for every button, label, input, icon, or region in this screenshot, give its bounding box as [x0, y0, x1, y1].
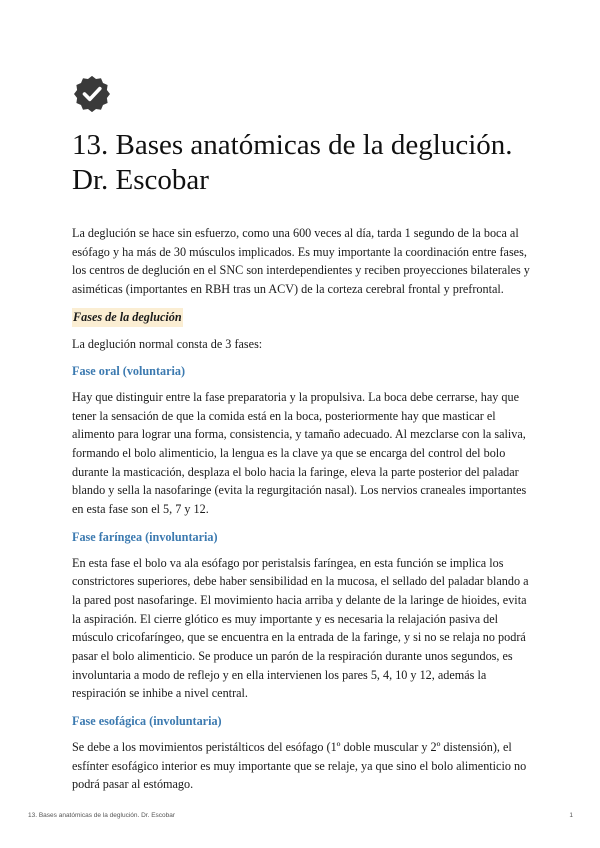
page-footer	[28, 812, 573, 819]
section-heading	[72, 308, 530, 335]
phase-text-esophageal: Se debe a los movimientos peristálticos del esófago (1º doble muscular y 2º distensión), el esfínter esofágico interior es muy importante que se relaje, ya que sino el bolo alimenticio no podrá pasar al estómago.	[72, 739, 527, 792]
document-body	[72, 224, 530, 803]
phase-heading-esophageal: Fase esofágica (involuntaria)	[72, 714, 222, 729]
section-intro: La deglución normal consta de 3 fases:	[72, 336, 263, 351]
section-heading-text: Fases de la deglución	[72, 308, 183, 327]
phase-text-oral: Hay que distinguir entre la fase preparatoria y la propulsiva. La boca debe cerrarse, hay que tener la sensación de que la comida está en la boca, posteriormente hay que masticar el alimento para lograr una forma, consistencia, y tamaño adecuado. Al mezclarse con la saliva, formando el bolo alimenticio, la lengua es la clave ya que se encarga del control del bolo durante la masticación, desplaza el bolo hacia la faringe, eleva la parte posterior del paladar blando y sella la nasofaringe (evita la regurgitación nasal). Los nervios craneales importantes en esta fase son el 5, 7 y 12.	[72, 389, 527, 517]
phase-heading-oral: Fase oral (voluntaria)	[72, 364, 186, 379]
page-number: 1	[569, 812, 573, 819]
intro-paragraph: La deglución se hace sin esfuerzo, como una 600 veces al día, tarda 1 segundo de la boca al esófago y ha más de 30 músculos implicados. Es muy importante la coordinación entre fases, los centros de deglución en el SNC son interdependientes y reciben proyecciones bilaterales y asiméticas (importantes en RBH tras un ACV) de la corteza cerebral frontal y prefrontal.	[72, 226, 530, 297]
verified-badge-icon	[74, 76, 110, 112]
page-title: 13. Bases anatómicas de la deglución. Dr. Escobar	[72, 129, 513, 196]
phase-heading-pharyngeal: Fase faríngea (involuntaria)	[72, 529, 218, 544]
phase-text-pharyngeal: En esta fase el bolo va ala esófago por peristalsis faríngea, en esta función se implica los constrictores superiores, debe haber sensibilidad en la mucosa, el sellado del paladar blando a la pared post nasofaringe. El movimiento hacia arriba y delante de la laringe de hioides, evita la aspiración. El cierre glótico es muy importante y es necesaria la relajación pasiva del músculo cricofaríngeo, que se encuentra en la entrada de la faringe, y si no se relaja no podrá pasar el bolo alimenticio. Se produce un parón de la respiración durante unos segundos, es involuntaria a modo de reflejo y en ella intervienen los pares 5, 4, 10 y 12, además la respiración se inhibe a nivel central.	[72, 555, 529, 701]
footer-label: 13. Bases anatómicas de la deglución. Dr. Escobar	[28, 812, 176, 819]
